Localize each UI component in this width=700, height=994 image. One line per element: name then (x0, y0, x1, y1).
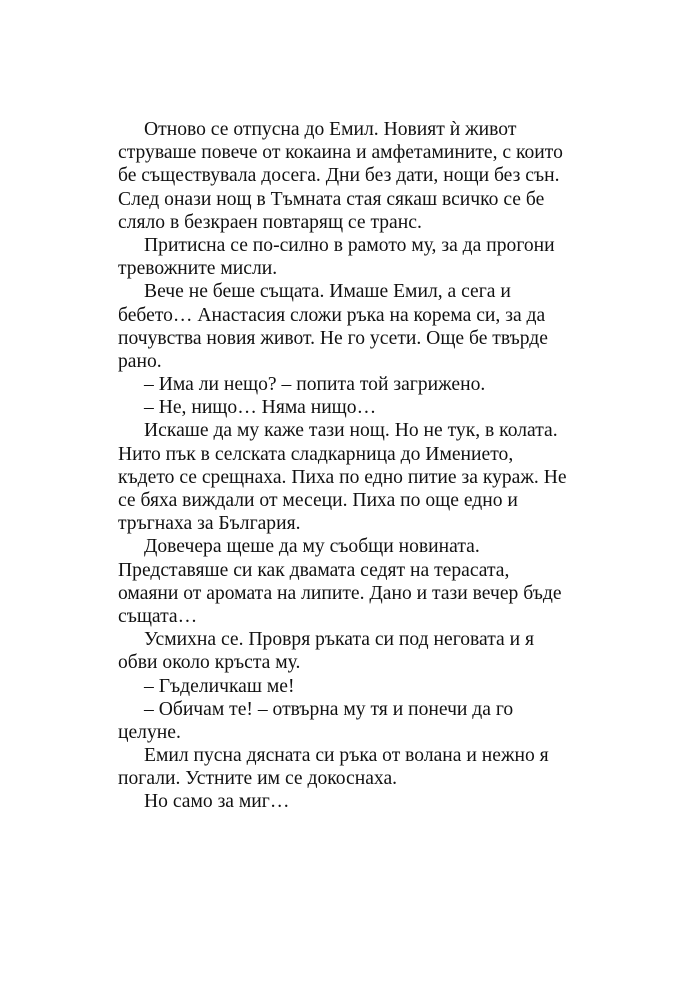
text-line: Отново се отпусна до Емил. Новият ѝ живот (144, 119, 517, 140)
text-line: същата… (118, 605, 198, 627)
text-line: обви около кръста му. (118, 652, 301, 674)
text-line: Вече не беше същата. Имаше Емил, а сега и (144, 281, 511, 303)
text-line: Емил пусна дясната си ръка от волана и нежно я (144, 745, 549, 767)
text-line: Притисна се по-силно в рамото му, за да прогони (144, 234, 555, 256)
text-line: се бяха виждали от месеци. Пиха по още едно и (118, 490, 518, 511)
text-line: Представяше си как двамата седят на терасата, (118, 559, 510, 581)
text-line: След онази нощ в Тъмната стая сякаш всичко се бе (118, 188, 545, 210)
text-line: струваше повече от кокаина и амфетамините, с които (118, 142, 563, 164)
text-line: където се срещнаха. Пиха по едно питие за кураж. Не (118, 466, 567, 488)
text-line: Нито пък в селската сладкарница до Имението, (118, 443, 514, 465)
text-line: рано. (118, 350, 162, 372)
text-line: омаяни от аромата на липите. Дано и тази вечер бъде (118, 582, 562, 604)
text-line: бе съществувала досега. Дни без дати, нощи без сън. (118, 165, 560, 187)
text-line: Усмихна се. Провря ръката си под неговата и я (144, 629, 535, 651)
text-line: Искаше да му каже тази нощ. Но не тук, в колата. (144, 420, 558, 442)
text-line: – Има ли нещо? – попита той загрижено. (144, 374, 486, 396)
text-line: Довечера щеше да му съобщи новината. (144, 536, 480, 558)
body-text (118, 118, 598, 814)
text-line: – Не, нищо… Няма нищо… (144, 397, 377, 419)
text-line: погали. Устните им се докоснаха. (118, 768, 398, 790)
text-line: почувства новия живот. Не го усети. Още бе твърде (118, 327, 548, 349)
text-line: – Гъделичкаш ме! (144, 675, 295, 697)
text-line: – Обичам те! – отвърна му тя и понечи да го (144, 698, 514, 720)
text-line: тръгнаха за България. (118, 513, 301, 535)
text-line: бебето… Анастасия сложи ръка на корема си, за да (118, 304, 546, 326)
text-line: целуне. (118, 721, 181, 743)
text-line: Но само за миг… (144, 791, 290, 813)
text-line: тревожните мисли. (118, 258, 278, 280)
text-line: сляло в безкраен повтарящ се транс. (118, 211, 422, 233)
